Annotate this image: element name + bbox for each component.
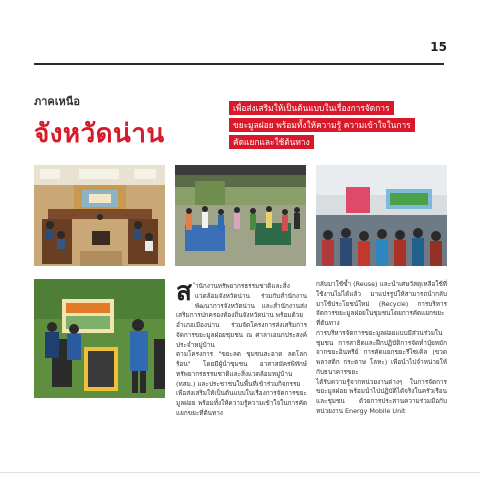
tagline-line-2: ขยะมูลฝอย พร้อมทั้งให้ความรู้ ความเข้าใจในการ [229,118,415,132]
tagline-line-3: คัดแยกและใช้ต้นทาง [229,135,314,149]
photo-indoor-event [316,165,447,266]
article-paragraph: อำเภอเมืองน่าน ร่วมจัดโครงการส่งเสริมการจัดการขยะมูลฝอยชุมชน ณ ศาลาเอนกประสงค์ประจำหมู่บ้าน [176,321,307,349]
province-title: จังหวัดน่าน [34,119,165,149]
bottom-rule [0,472,480,473]
article-paragraph: การบริหารจัดการขยะมูลฝอยแบบมีส่วนร่วมในชุมชน การสาธิตและฝึกปฏิบัติการจัดทำปุ๋ยหมักจากขยะอินทรีย์ การคัดแยกขยะรีไซเคิล (ขวดพลาสติก กระดาษ โลหะ) เพื่อนำไปจำหน่ายให้กับธนาคารขยะ [316,328,447,376]
article-dropcap: ส [176,277,192,307]
article-column-2 [316,280,447,415]
article-paragraph: ได้รับความรู้จากหน่วยงานต่างๆ ในการจัดการขยะมูลฝอย พร้อมนำไปปฏิบัติได้จริงในครัวเรือนและชุมชน ด้วยการประสานความร่วมมือกับหน่วยงาน Energy Mobile Unit [316,377,447,415]
article-paragraph: เพื่อส่งเสริมให้เป็นต้นแบบในเรื่องการจัดการขยะมูลฝอย พร้อมทั้งให้ความรู้ความเข้าใจในการคัดแยกขยะที่ต้นทาง [176,389,307,417]
photo-exhibition-booth [34,279,165,398]
article-column-1 [176,277,307,468]
region-label: ภาคเหนือ [34,95,80,108]
article-paragraph: ำนักงานทรัพยากรธรรมชาติและสิ่งแวดล้อมจังหวัดน่าน ร่วมกับสำนักงานพัฒนาการจังหวัดน่าน และสำนักงานส่งเสริมการปกครองท้องถิ่นจังหวัดน่าน พร้อมด้วย [176,282,307,320]
photo-outdoor-gathering [175,165,306,266]
photo-meeting-room [34,165,165,266]
tagline-line-1: เพื่อส่งเสริมให้เป็นต้นแบบในเรื่องการจัดการ [229,101,394,115]
top-rule [34,63,444,65]
article-paragraph: กลับมาใช้ซ้ำ (Reuse) และนำเศษวัสดุเหลือใช้ที่ใช้งานไม่ได้แล้ว มาแปรรูปให้สามารถนำกลับมาใช้ประโยชน์ใหม่ (Recycle) การบริหารจัดการขยะมูลฝอยในชุมชนโดยการคัดแยกขยะที่ต้นทาง [316,280,447,327]
article-paragraph: ตามโครงการ "ขยะลด ชุมชนสะอาด ลดโลกร้อน" โดยมีผู้นำชุมชน อาสาสมัครพิทักษ์ทรัพยากรธรรมชาติและสิ่งแวดล้อมหมู่บ้าน (ทสม.) และประชาชนในพื้นที่เข้าร่วมกิจกรรม [176,350,307,388]
page-number: 15 [430,40,447,54]
